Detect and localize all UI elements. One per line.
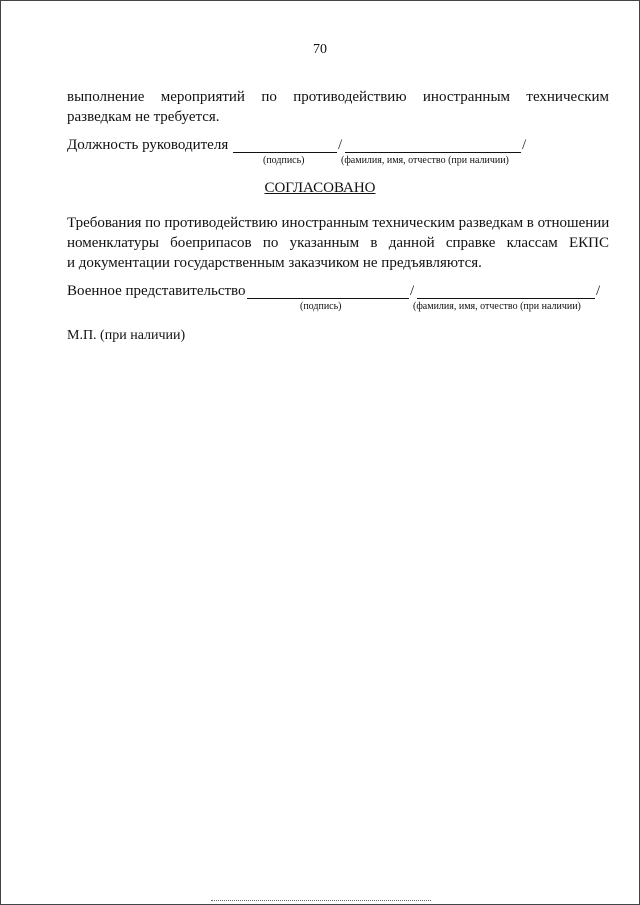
head-name-line[interactable]	[345, 152, 521, 153]
stamp-placeholder: М.П. (при наличии)	[67, 328, 186, 343]
approval-paragraph	[67, 213, 609, 273]
head-signature-caption: (подпись)	[263, 155, 305, 166]
approval-heading	[1, 180, 639, 197]
military-signature-line[interactable]	[247, 298, 409, 299]
military-slash-1: /	[410, 283, 415, 299]
intro-line-2: разведкам не требуется.	[67, 109, 220, 125]
approval-heading-text: СОГЛАСОВАНО	[264, 180, 376, 196]
approval-line-1: Требования по противодействию иностранным техническим разведкам в отношении	[67, 215, 610, 231]
military-representation-label: Военное представительство	[67, 283, 246, 299]
military-signature-caption: (подпись)	[300, 301, 342, 312]
head-signature-line[interactable]	[233, 152, 337, 153]
military-name-caption: (фамилия, имя, отчество (при наличии)	[413, 301, 581, 312]
intro-paragraph	[67, 87, 609, 127]
footer-scan-artifact	[211, 900, 431, 901]
head-slash-1: /	[338, 137, 343, 153]
military-slash-2: /	[596, 283, 601, 299]
intro-line-1: выполнение мероприятий по противодействию иностранным техническим	[67, 89, 609, 105]
head-name-caption: (фамилия, имя, отчество (при наличии)	[341, 155, 509, 166]
head-slash-2: /	[522, 137, 527, 153]
military-name-line[interactable]	[417, 298, 595, 299]
approval-line-2: номенклатуры боеприпасов по указанным в данной справке классам ЕКПС	[67, 235, 609, 251]
approval-line-3: и документации государственным заказчиком не предъявляются.	[67, 255, 482, 271]
head-position-label: Должность руководителя	[67, 137, 229, 153]
page-number: 70	[313, 42, 327, 57]
